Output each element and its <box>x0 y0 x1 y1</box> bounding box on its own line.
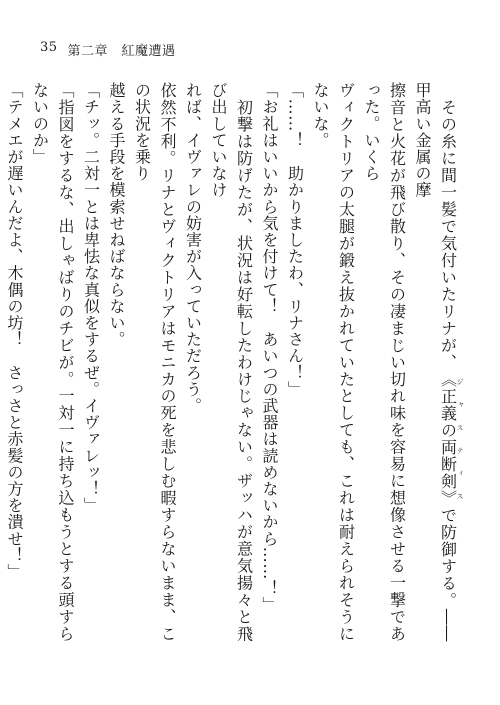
weapon-name: 《正義の両断剣》ジャスティス <box>438 370 464 507</box>
text-line-8: 依然不利。リナとヴィクトリアはモニカの死を悲しむ暇すらないまま、この状況を乗り <box>132 82 177 642</box>
text-line-9: 越える手段を模索せねばならない。 <box>107 82 126 348</box>
text-line-12: 「テメエが遅いんだよ、木偶の坊！ さっさと赤髪の方を潰せ！」 <box>5 82 24 580</box>
text-line-6: 初撃は防げたが、状況は好転したわけじゃない。ザッハが意気揚々と飛び出していなけ <box>209 82 254 642</box>
chapter-title: 第二章 紅魔遭遇 <box>67 44 176 59</box>
running-header <box>40 40 176 59</box>
text-line-1: その糸に間一髪で気付いたリナが、《正義の両断剣》ジャスティスで防御する。――甲高い金属の摩 <box>413 82 464 642</box>
text-line-3: ヴィクトリアの太腿が鍛え抜かれていたとしても、これは耐えられそうにないな。 <box>311 82 356 642</box>
text-line-11: 「指図をするな、出しゃばりのチビが。一対一に持ち込もうとする頭すらないのか」 <box>30 82 75 642</box>
text-line-2: 擦音と火花が飛び散り、その凄まじい切れ味を容易に想像させる一撃であった。いくら <box>362 82 407 642</box>
vertical-body-text <box>5 82 464 642</box>
text-line-5: 「お礼はいいから気を付けて！ あいつの武器は読めないから……！」 <box>260 82 279 614</box>
text-line-13 <box>0 82 2 642</box>
page-number: 35 <box>40 40 58 55</box>
text-line-10: 「チッ。二対一とは卑怯な真似をするぜ。イヴァレッ！」 <box>81 82 101 514</box>
text-line-7: れば、イヴァレの妨害が入っていただろう。 <box>183 82 203 414</box>
text-line-4: 「……！ 助かりましたわ、リナさん！」 <box>285 82 305 398</box>
